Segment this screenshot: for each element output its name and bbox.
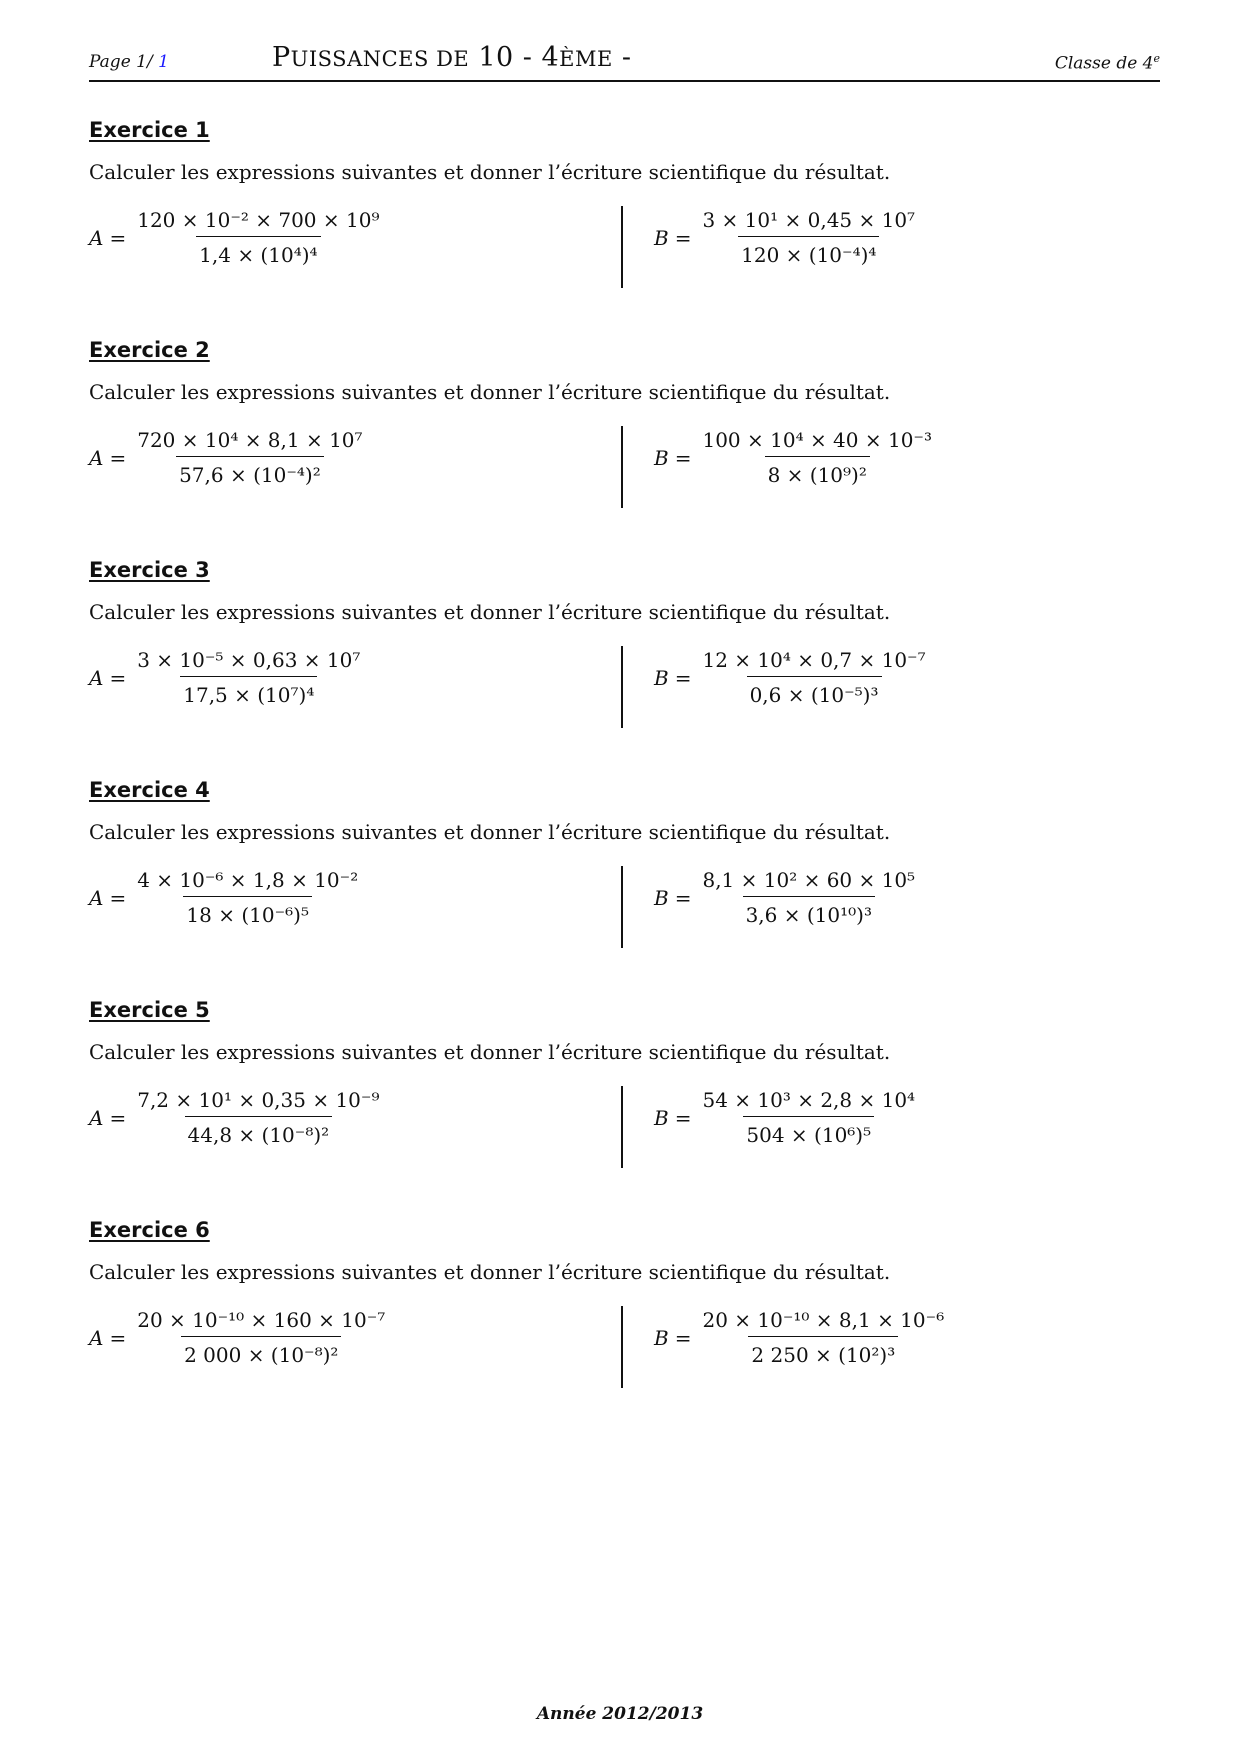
exercise-instruction: Calculer les expressions suivantes et donner l’écriture scientifique du résultat.	[89, 820, 891, 844]
expression-a: A = $\frac{\text{720 × 10⁴ × 8,1 × 10⁷}}{\text{57,6 × (10⁻⁴)²}}$	[89, 428, 366, 487]
column-divider	[621, 1306, 623, 1388]
column-divider	[621, 426, 623, 508]
column-divider	[621, 1086, 623, 1168]
exercise-title: Exercice 3	[89, 558, 210, 582]
expression-b: B = $\frac{\text{54 × 10³ × 2,8 × 10⁴}}{\text{504 × (10⁶)⁵}}$	[654, 1088, 918, 1147]
exercise-title: Exercice 5	[89, 998, 210, 1022]
expression-a: A = $\frac{\text{120 × 10⁻² × 700 × 10⁹}}{\text{1,4 × (10⁴)⁴}}$	[89, 208, 382, 267]
expression-b: B = $\frac{\text{8,1 × 10² × 60 × 10⁵}}{\text{3,6 × (10¹⁰)³}}$	[654, 868, 918, 927]
expression-a: A = $\frac{\text{4 × 10⁻⁶ × 1,8 × 10⁻²}}{\text{18 × (10⁻⁶)⁵}}$	[89, 868, 361, 927]
denominator: 57,6 × (10⁻⁴)²	[176, 456, 324, 487]
exercise-title: Exercice 4	[89, 778, 210, 802]
denominator: 0,6 × (10⁻⁵)³	[747, 676, 882, 707]
numerator: 7,2 × 10¹ × 0,35 × 10⁻⁹	[137, 1088, 380, 1112]
document-title: PUISSANCES DE 10 - 4ÈME -	[272, 42, 632, 73]
expression-b: B = $\frac{\text{3 × 10¹ × 0,45 × 10⁷}}{\text{120 × (10⁻⁴)⁴}}$	[654, 208, 918, 267]
exercise-1	[89, 118, 1160, 318]
expression-a: A = $\frac{\text{20 × 10⁻¹⁰ × 160 × 10⁻⁷}}{\text{2 000 × (10⁻⁸)²}}$	[89, 1308, 388, 1367]
numerator: 20 × 10⁻¹⁰ × 8,1 × 10⁻⁶	[702, 1308, 945, 1332]
exercise-title: Exercice 1	[89, 118, 210, 142]
column-divider	[621, 646, 623, 728]
numerator: 3 × 10⁻⁵ × 0,63 × 10⁷	[137, 648, 361, 672]
denominator: 2 000 × (10⁻⁸)²	[181, 1336, 341, 1367]
denominator: 504 × (10⁶)⁵	[743, 1116, 874, 1147]
exercise-instruction: Calculer les expressions suivantes et donner l’écriture scientifique du résultat.	[89, 160, 891, 184]
exercise-title: Exercice 2	[89, 338, 210, 362]
expression-a: A = $\frac{\text{7,2 × 10¹ × 0,35 × 10⁻⁹}}{\text{44,8 × (10⁻⁸)²}}$	[89, 1088, 382, 1147]
expression-b: B = $\frac{\text{100 × 10⁴ × 40 × 10⁻³}}{\text{8 × (10⁹)²}}$	[654, 428, 935, 487]
exercise-title: Exercice 6	[89, 1218, 210, 1242]
exercise-5	[89, 998, 1160, 1198]
numerator: 120 × 10⁻² × 700 × 10⁹	[137, 208, 380, 232]
exercise-6	[89, 1218, 1160, 1418]
exercise-instruction: Calculer les expressions suivantes et donner l’écriture scientifique du résultat.	[89, 1040, 891, 1064]
numerator: 100 × 10⁴ × 40 × 10⁻³	[702, 428, 932, 452]
numerator: 20 × 10⁻¹⁰ × 160 × 10⁻⁷	[137, 1308, 386, 1332]
denominator: 2 250 × (10²)³	[748, 1336, 898, 1367]
class-label: Classe de 4e	[1054, 52, 1160, 74]
exercise-4	[89, 778, 1160, 978]
exercise-instruction: Calculer les expressions suivantes et donner l’écriture scientifique du résultat.	[89, 380, 891, 404]
numerator: 3 × 10¹ × 0,45 × 10⁷	[702, 208, 916, 232]
exercise-3	[89, 558, 1160, 758]
numerator: 54 × 10³ × 2,8 × 10⁴	[702, 1088, 916, 1112]
column-divider	[621, 206, 623, 288]
denominator: 120 × (10⁻⁴)⁴	[738, 236, 879, 267]
expression-a: A = $\frac{\text{3 × 10⁻⁵ × 0,63 × 10⁷}}{\text{17,5 × (10⁷)⁴}}$	[89, 648, 363, 707]
page-footer: Année 2012/2013	[536, 1704, 704, 1724]
denominator: 44,8 × (10⁻⁸)²	[185, 1116, 333, 1147]
column-divider	[621, 866, 623, 948]
exercise-2	[89, 338, 1160, 538]
denominator: 1,4 × (10⁴)⁴	[196, 236, 320, 267]
denominator: 3,6 × (10¹⁰)³	[743, 896, 875, 927]
denominator: 17,5 × (10⁷)⁴	[180, 676, 317, 707]
numerator: 8,1 × 10² × 60 × 10⁵	[702, 868, 916, 892]
denominator: 8 × (10⁹)²	[765, 456, 870, 487]
exercise-instruction: Calculer les expressions suivantes et donner l’écriture scientifique du résultat.	[89, 1260, 891, 1284]
numerator: 4 × 10⁻⁶ × 1,8 × 10⁻²	[137, 868, 359, 892]
page-number: Page 1/ 1	[89, 52, 169, 72]
page-header	[89, 40, 1160, 82]
page-total-link[interactable]: 1	[158, 52, 169, 72]
denominator: 18 × (10⁻⁶)⁵	[183, 896, 312, 927]
expression-b: B = $\frac{\text{12 × 10⁴ × 0,7 × 10⁻⁷}}{\text{0,6 × (10⁻⁵)³}}$	[654, 648, 929, 707]
numerator: 12 × 10⁴ × 0,7 × 10⁻⁷	[702, 648, 926, 672]
numerator: 720 × 10⁴ × 8,1 × 10⁷	[137, 428, 363, 452]
expression-b: B = $\frac{\text{20 × 10⁻¹⁰ × 8,1 × 10⁻⁶}}{\text{2 250 × (10²)³}}$	[654, 1308, 947, 1367]
exercise-instruction: Calculer les expressions suivantes et donner l’écriture scientifique du résultat.	[89, 600, 891, 624]
